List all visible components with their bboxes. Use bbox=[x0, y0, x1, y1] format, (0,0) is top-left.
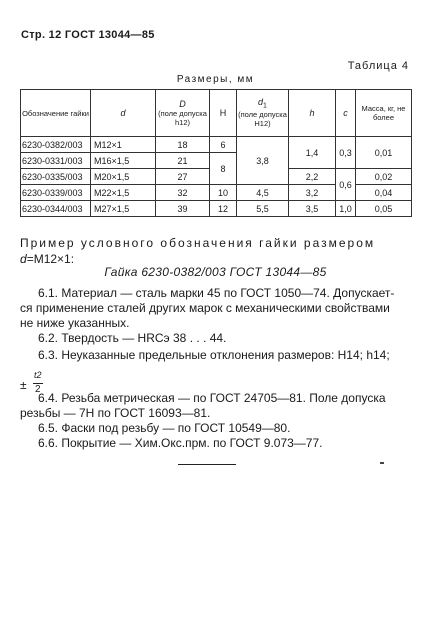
end-separator bbox=[178, 464, 236, 465]
header-c-symbol: c bbox=[343, 107, 348, 118]
plus-minus-sign: ± bbox=[20, 378, 27, 392]
header-d1-symbol: d bbox=[258, 96, 264, 107]
clause-6-3: 6.3. Неуказанные предельные отклонения размеров: H14; h14; bbox=[38, 348, 390, 362]
cell-d1: 4,5 bbox=[237, 185, 289, 201]
cell-designation: 6230-0344/003 bbox=[21, 201, 91, 217]
cell-designation: 6230-0331/003 bbox=[21, 153, 91, 169]
header-d bbox=[91, 90, 156, 137]
clause-6-2: 6.2. Твердость — HRCэ 38 . . . 44. bbox=[38, 331, 227, 345]
cell-c: 0,3 bbox=[336, 137, 356, 169]
example-heading: Пример условного обозначения гайки размером bbox=[20, 236, 376, 250]
clause-6-4: 6.4. Резьба метрическая — по ГОСТ 24705—81. Поле допуска bbox=[38, 391, 386, 405]
table-title: Таблица 4 bbox=[347, 60, 409, 72]
cell-D: 27 bbox=[156, 169, 210, 185]
fraction-numerator: t2 bbox=[34, 370, 42, 380]
header-H-symbol: H bbox=[219, 107, 227, 118]
clause-6-4-cont: резьбы — 7H по ГОСТ 16093—81. bbox=[20, 406, 211, 420]
cell-d: M27×1,5 bbox=[91, 201, 156, 217]
cell-designation: 6230-0382/003 bbox=[21, 137, 91, 153]
clause-6-5: 6.5. Фаски под резьбу — по ГОСТ 10549—80. bbox=[38, 421, 291, 435]
cell-H: 8 bbox=[210, 153, 237, 185]
cell-h: 3,2 bbox=[289, 185, 336, 201]
cell-designation: 6230-0335/003 bbox=[21, 169, 91, 185]
clause-6-1-cont: ся применение сталей других марок с механическими свойствами bbox=[20, 301, 390, 315]
dimensions-table bbox=[20, 89, 412, 217]
header-designation: Обозначение гайки bbox=[21, 90, 91, 137]
cell-mass: 0,04 bbox=[356, 185, 412, 201]
cell-h: 2,2 bbox=[289, 169, 336, 185]
header-h bbox=[289, 90, 336, 137]
cell-d: M12×1 bbox=[91, 137, 156, 153]
fraction-denominator: 2 bbox=[35, 384, 41, 395]
cell-d: M20×1,5 bbox=[91, 169, 156, 185]
header-d-symbol: d bbox=[120, 107, 126, 118]
scan-speck bbox=[380, 462, 384, 464]
cell-c: 1,0 bbox=[336, 201, 356, 217]
header-h-symbol: h bbox=[309, 107, 315, 118]
header-d1 bbox=[237, 90, 289, 137]
cell-mass: 0,02 bbox=[356, 169, 412, 185]
cell-D: 18 bbox=[156, 137, 210, 153]
example-designation: Гайка 6230-0382/003 ГОСТ 13044—85 bbox=[104, 265, 327, 279]
example-formula-var: d bbox=[20, 252, 27, 266]
cell-c: 0,6 bbox=[336, 169, 356, 201]
header-H bbox=[210, 90, 237, 137]
header-D-symbol: D bbox=[179, 98, 186, 109]
header-mass: Масса, кг, не более bbox=[356, 90, 412, 137]
header-d1-sub: 1 bbox=[263, 102, 267, 110]
table-header-row bbox=[21, 90, 412, 137]
cell-D: 21 bbox=[156, 153, 210, 169]
table-caption: Размеры, мм bbox=[176, 74, 255, 85]
cell-d: M16×1,5 bbox=[91, 153, 156, 169]
header-D bbox=[156, 90, 210, 137]
cell-h: 3,5 bbox=[289, 201, 336, 217]
table-row bbox=[21, 137, 412, 153]
cell-d1: 3,8 bbox=[237, 137, 289, 185]
header-d1-note: (поле допуска H12) bbox=[238, 110, 287, 129]
cell-mass: 0,01 bbox=[356, 137, 412, 169]
page-header: Стр. 12 ГОСТ 13044—85 bbox=[21, 29, 155, 41]
cell-d: M22×1,5 bbox=[91, 185, 156, 201]
cell-H: 12 bbox=[210, 201, 237, 217]
header-D-note: (поле допуска h12) bbox=[158, 108, 207, 127]
cell-D: 39 bbox=[156, 201, 210, 217]
cell-D: 32 bbox=[156, 185, 210, 201]
cell-H: 10 bbox=[210, 185, 237, 201]
clause-6-6: 6.6. Покрытие — Хим.Окс.прм. по ГОСТ 9.073—77. bbox=[38, 436, 323, 450]
cell-mass: 0,05 bbox=[356, 201, 412, 217]
example-formula bbox=[20, 252, 74, 266]
clause-6-1: 6.1. Материал — сталь марки 45 по ГОСТ 1050—74. Допускает- bbox=[38, 286, 395, 300]
clause-6-1-cont2: не ниже указанных. bbox=[20, 316, 130, 330]
cell-H: 6 bbox=[210, 137, 237, 153]
cell-d1: 5,5 bbox=[237, 201, 289, 217]
header-c bbox=[336, 90, 356, 137]
cell-designation: 6230-0339/003 bbox=[21, 185, 91, 201]
table-row bbox=[21, 201, 412, 217]
cell-h: 1,4 bbox=[289, 137, 336, 169]
example-formula-rest: =M12×1: bbox=[26, 252, 75, 266]
